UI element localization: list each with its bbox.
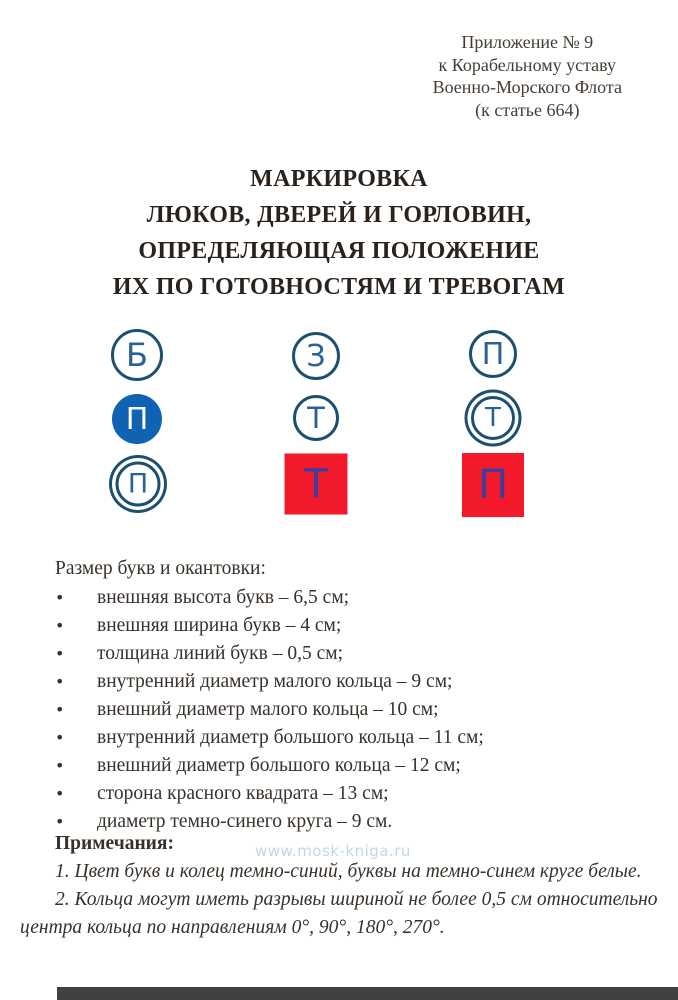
circle-mark-t [293, 395, 339, 441]
bullet-icon: • [55, 700, 65, 719]
circle-mark-b [111, 329, 163, 381]
bullet-icon: • [55, 588, 65, 607]
list-item [55, 780, 653, 808]
page-title [0, 161, 678, 305]
list-item [55, 612, 653, 640]
mark-letter: П [125, 401, 149, 437]
bullet-icon: • [55, 616, 65, 635]
list-item-text: внешний диаметр большого кольца – 12 см; [97, 755, 461, 776]
bullet-icon: • [55, 756, 65, 775]
note-item: 2. Кольца могут иметь разрывы шириной не более 0,5 см относительно центра кольца по направлениям 0°, 90°, 180°, 270°. [20, 889, 658, 938]
filled-circle-mark-p [112, 394, 162, 444]
bullet-icon: • [55, 784, 65, 803]
red-square-mark-t [285, 454, 348, 515]
mark-letter: Т [485, 403, 501, 433]
circle-mark-p [469, 330, 517, 378]
mark-letter: Т [307, 401, 325, 435]
list-item [55, 696, 653, 724]
note-item: 1. Цвет букв и колец темно-синий, буквы на темно-синем круге белые. [55, 861, 642, 882]
double-circle-mark-t [471, 396, 515, 440]
bullet-icon: • [55, 812, 65, 831]
list-item-text: внешний диаметр малого кольца – 10 см; [97, 699, 439, 720]
list-item [55, 668, 653, 696]
title-line: МАРКИРОВКА [250, 166, 428, 192]
site-watermark: www.mosk-kniga.ru [255, 842, 411, 860]
list-item [55, 752, 653, 780]
list-item-text: сторона красного квадрата – 13 см; [97, 783, 389, 804]
title-line: ОПРЕДЕЛЯЮЩАЯ ПОЛОЖЕНИЕ [138, 238, 540, 264]
title-line: ИХ ПО ГОТОВНОСТЯМ И ТРЕВОГАМ [112, 274, 566, 300]
appendix-line: (к статье 664) [475, 99, 580, 120]
list-item-text: диаметр темно-синего круга – 9 см. [97, 811, 393, 832]
dimensions-list [55, 554, 653, 836]
dimensions-intro: Размер букв и окантовки: [55, 558, 266, 579]
notes-heading: Примечания: [55, 833, 174, 854]
circle-mark-z [292, 332, 340, 380]
appendix-reference [433, 31, 622, 121]
appendix-line: Приложение № 9 [461, 32, 594, 52]
list-item-text: внешняя ширина букв – 4 см; [97, 615, 342, 636]
bullet-icon: • [55, 728, 65, 747]
bullet-icon: • [55, 644, 65, 663]
bullet-icon: • [55, 672, 65, 691]
mark-letter: П [477, 462, 509, 508]
appendix-line: Военно-Морского Флота [432, 77, 622, 97]
mark-letter: П [127, 468, 149, 500]
list-item [55, 640, 653, 668]
list-item-text: внутренний диаметр малого кольца – 9 см; [97, 671, 453, 692]
list-item [55, 584, 653, 612]
mark-letter: З [306, 338, 326, 374]
title-line: ЛЮКОВ, ДВЕРЕЙ И ГОРЛОВИН, [146, 202, 532, 228]
double-circle-mark-p [116, 462, 161, 507]
mark-letter: П [481, 336, 505, 372]
list-item [55, 724, 653, 752]
list-item-text: внутренний диаметр большого кольца – 11 см; [97, 727, 484, 748]
red-square-mark-p [462, 453, 524, 517]
list-item-text: внешняя высота букв – 6,5 см; [97, 587, 350, 608]
mark-letter: Т [303, 461, 329, 507]
list-item-text: толщина линий букв – 0,5 см; [97, 643, 344, 664]
appendix-line: к Корабельному уставу [438, 54, 617, 75]
mark-letter: Б [126, 336, 148, 374]
scan-bottom-bar [57, 987, 678, 1000]
